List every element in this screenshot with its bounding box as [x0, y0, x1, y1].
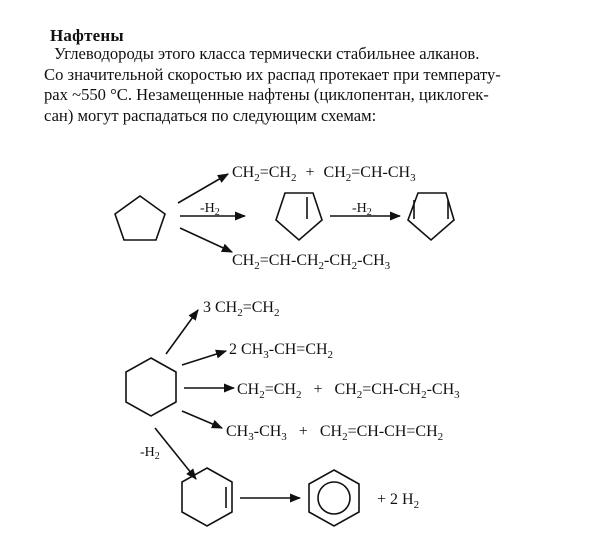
arrow-to-pentene	[180, 228, 232, 252]
arrow-dehydrogenation-3	[155, 428, 196, 479]
arrow-to-ethene-propene	[178, 174, 228, 203]
formula-plus-2-h2: + 2 $H_2$	[377, 491, 420, 511]
formula-2-propene: 2 $CH_3-CH=CH_2$	[229, 341, 334, 361]
label-minus-h2-step2: $-H_2$	[352, 201, 372, 218]
section-heading: Нафтены	[50, 26, 124, 45]
formula-3-ethene: 3 $CH_2=CH_2$	[203, 299, 280, 319]
cyclopentane-ring	[115, 196, 165, 240]
cyclohexene-ring	[182, 468, 232, 526]
cyclohexane-ring	[126, 358, 176, 416]
benzene-ring	[309, 470, 359, 526]
arrow-to-propene-2	[182, 351, 226, 365]
paragraph-line-2: Со значительной скоростью их распад протекает при температу-	[44, 64, 501, 84]
cyclopentadiene-ring	[408, 193, 454, 240]
formula-ethene-plus-butene: $CH_2=CH_2 + CH_2=CH-CH_2-CH_3$	[237, 381, 460, 401]
paragraph-line-1: Углеводороды этого класса термически стабильнее алканов.	[54, 44, 480, 63]
paragraph-line-3: рах ~550 °С. Незамещенные нафтены (циклопентан, циклогек-	[44, 85, 489, 104]
formula-pentene: $CH_2=CH-CH_2-CH_2-CH_3$	[232, 252, 391, 272]
formula-ethane-plus-butadiene: $CH_3-CH_3 + CH_2=CH-CH=CH_2$	[226, 423, 444, 443]
formula-ethene-plus-propene: $CH_2=CH_2 + CH_2=CH-CH_3$	[232, 164, 416, 184]
paragraph-line-4: сан) могут распадаться по следующим схемам:	[44, 105, 377, 125]
label-minus-h2-step3: $-H_2$	[140, 445, 160, 462]
benzene-aromatic-circle	[318, 482, 350, 514]
arrow-to-ethene-3	[166, 310, 198, 354]
cyclopentene-ring	[276, 193, 322, 240]
arrow-to-ethane-butadiene	[182, 411, 222, 428]
label-minus-h2-step1: $-H_2$	[200, 201, 220, 218]
